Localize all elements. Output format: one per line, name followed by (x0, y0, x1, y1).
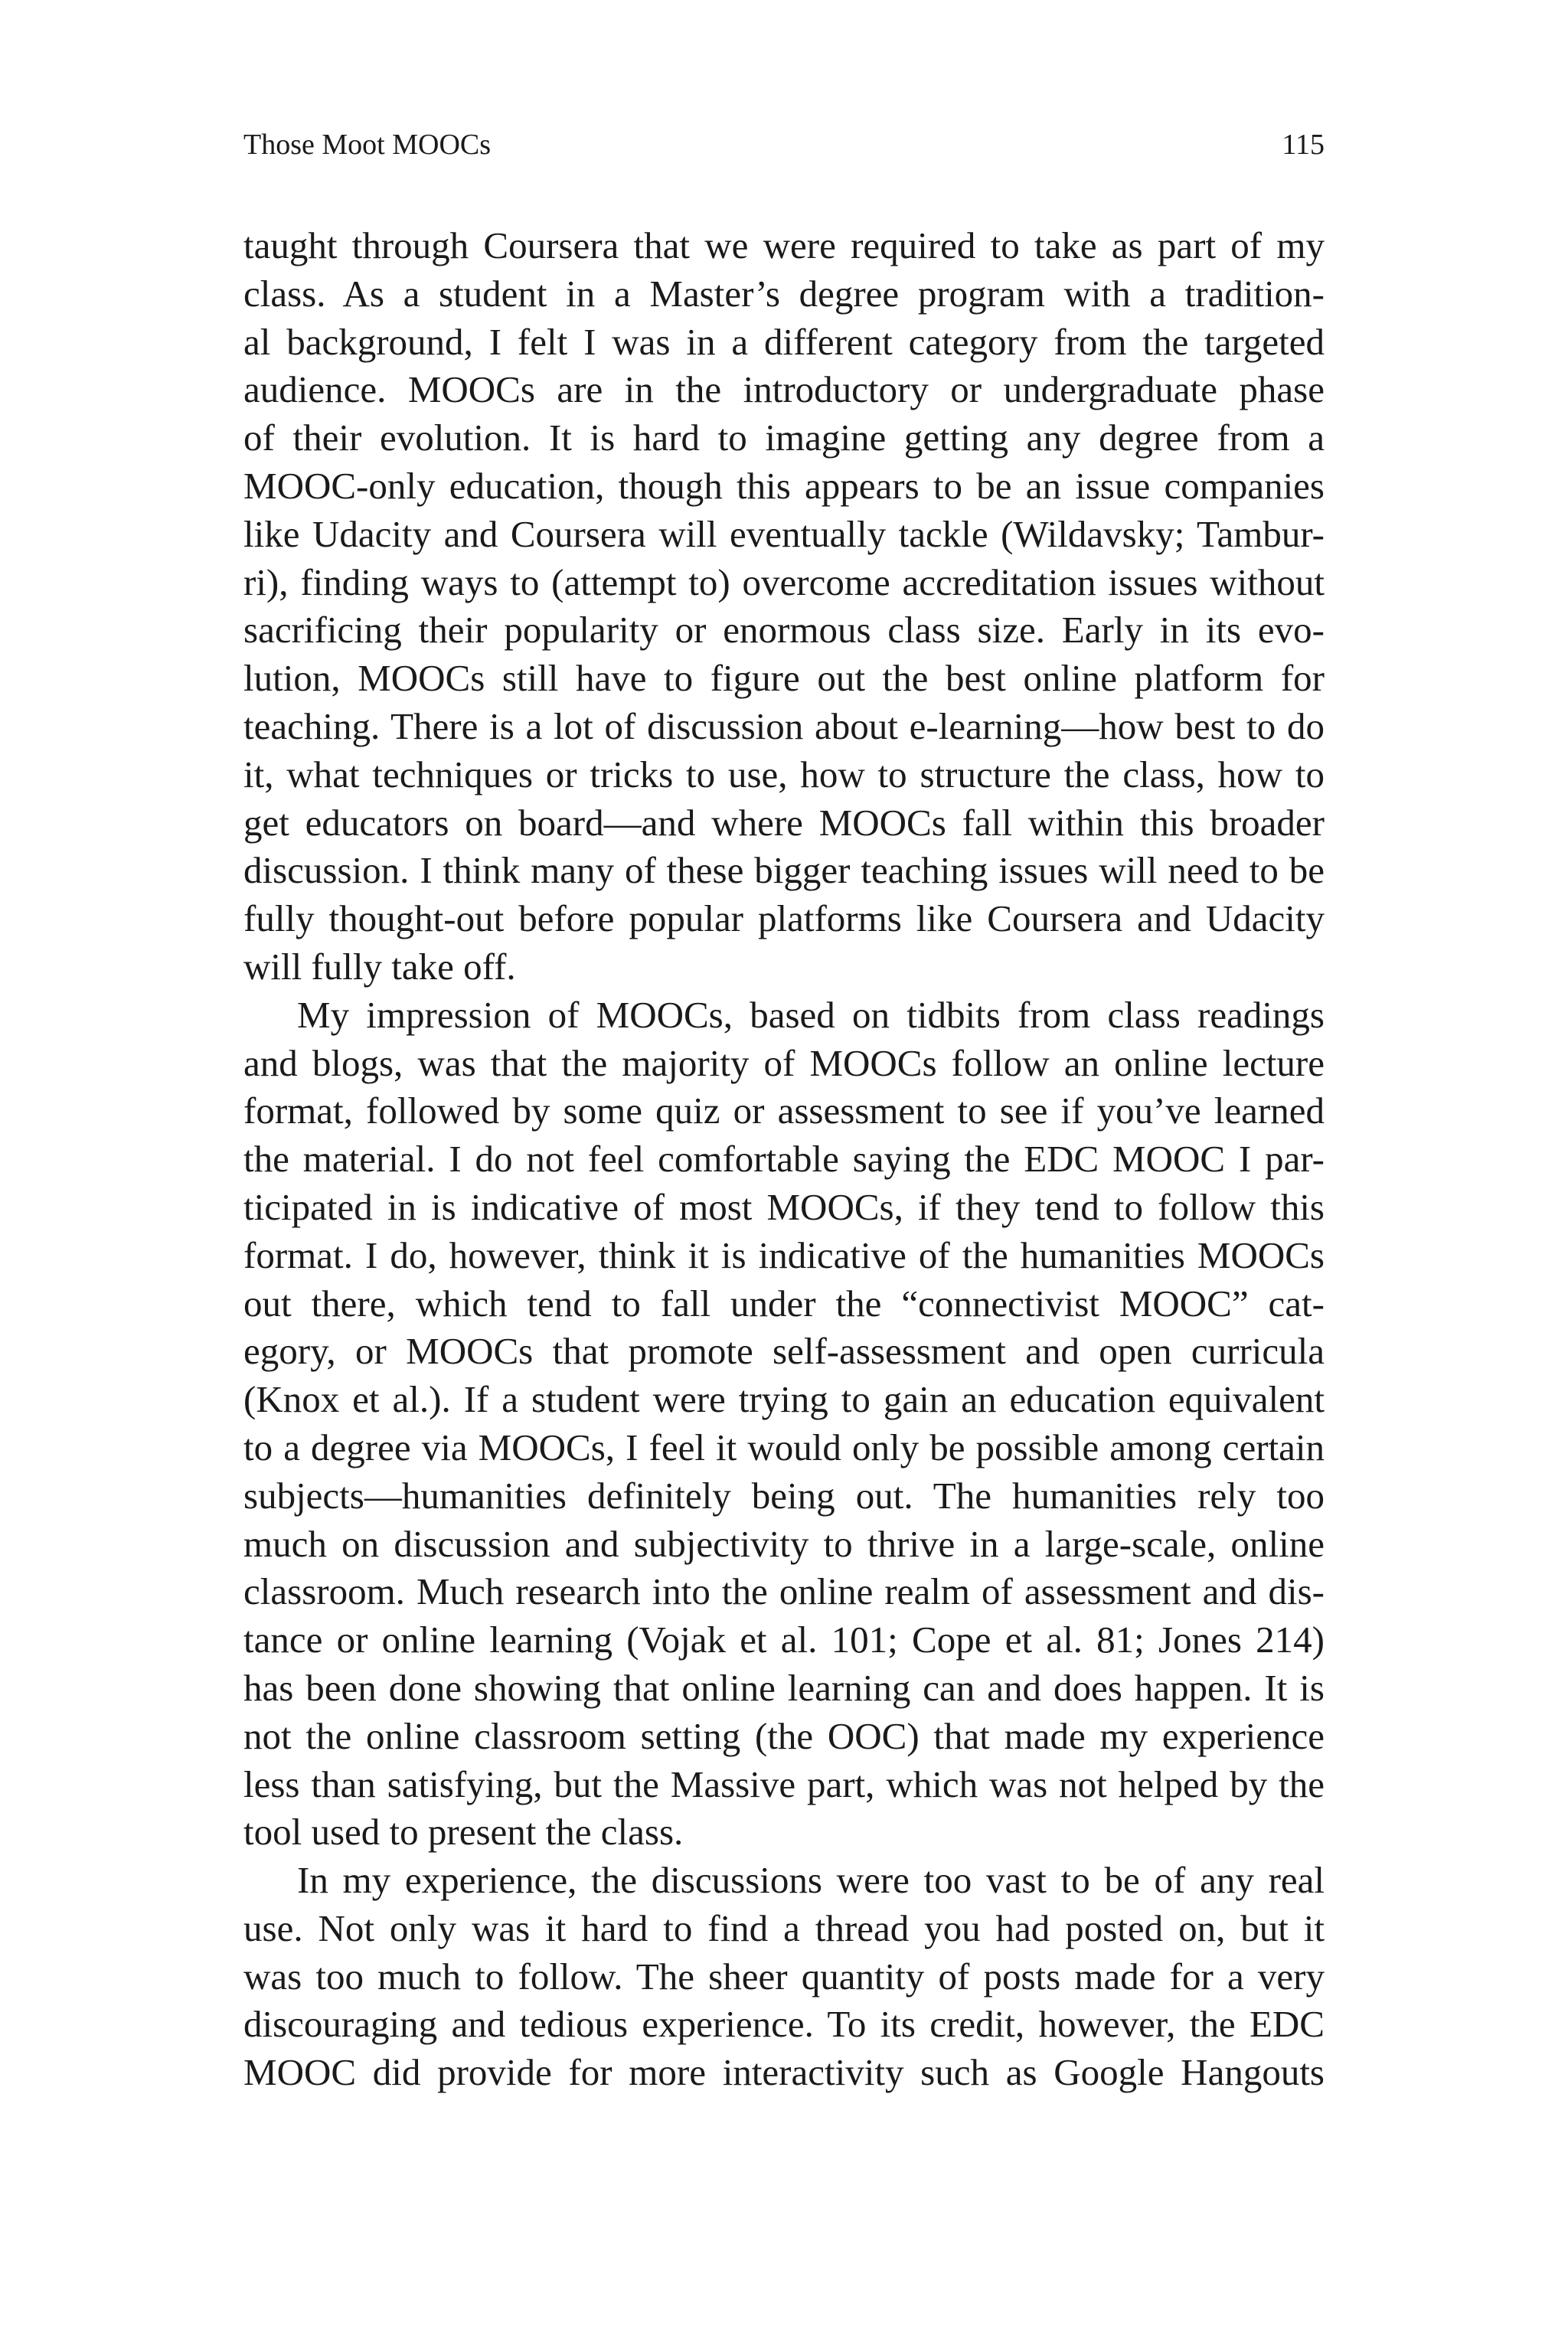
text-line: was too much to follow. The sheer quantity of posts made for a very (243, 1955, 1325, 1998)
text-line: to a degree via MOOCs, I feel it would only be possible among certain (243, 1426, 1325, 1468)
text-line: not the online classroom setting (the OOC) that made my experience (243, 1714, 1325, 1757)
paragraph (243, 1857, 1325, 2097)
text-line: sacrificing their popularity or enormous class size. Early in its evo- (243, 609, 1325, 652)
text-line: MOOC did provide for more interactivity such as Google Hangouts (243, 2051, 1325, 2094)
text-line: much on discussion and subjectivity to thrive in a large-scale, online (243, 1522, 1325, 1565)
text-line: teaching. There is a lot of discussion about e-learning—how best to do (243, 704, 1325, 747)
text-line: tool used to present the class. (243, 1811, 684, 1854)
text-line: discouraging and tedious experience. To its credit, however, the EDC (243, 2003, 1325, 2046)
text-line: format. I do, however, think it is indicative of the humanities MOOCs (243, 1233, 1325, 1276)
text-line: In my experience, the discussions were too vast to be of any real (297, 1859, 1325, 1902)
text-line: format, followed by some quiz or assessment to see if you’ve learned (243, 1089, 1325, 1132)
text-line: the material. I do not feel comfortable saying the EDC MOOC I par- (243, 1138, 1325, 1181)
text-line: less than satisfying, but the Massive part, which was not helped by the (243, 1762, 1325, 1805)
running-head-title: Those Moot MOOCs (243, 129, 492, 161)
text-line: ri), finding ways to (attempt to) overcome accreditation issues without (243, 560, 1325, 603)
paragraph (243, 991, 1325, 1857)
text-line: out there, which tend to fall under the “connectivist MOOC” cat- (243, 1282, 1325, 1325)
text-line: (Knox et al.). If a student were trying to gain an education equivalent (243, 1378, 1325, 1421)
text-line: al background, I felt I was in a different category from the targeted (243, 320, 1325, 363)
text-line: of their evolution. It is hard to imagine getting any degree from a (243, 416, 1325, 459)
text-line: classroom. Much research into the online realm of assessment and dis- (243, 1570, 1325, 1613)
text-line: My impression of MOOCs, based on tidbits from class readings (297, 993, 1325, 1036)
book-page (243, 0, 1325, 2352)
text-line: subjects—humanities definitely being out. The humanities rely too (243, 1474, 1325, 1517)
text-line: and blogs, was that the majority of MOOCs follow an online lecture (243, 1041, 1325, 1084)
text-line: use. Not only was it hard to find a thread you had posted on, but it (243, 1906, 1325, 1949)
text-line: will fully take off. (243, 945, 516, 988)
text-line: it, what techniques or tricks to use, how to structure the class, how to (243, 753, 1325, 795)
page-number: 115 (1282, 129, 1325, 161)
text-line: class. As a student in a Master’s degree program with a tradition- (243, 272, 1325, 315)
text-line: get educators on board—and where MOOCs fall within this broader (243, 801, 1325, 844)
text-line: has been done showing that online learning can and does happen. It is (243, 1666, 1325, 1709)
text-line: MOOC-only education, though this appears to be an issue companies (243, 464, 1325, 507)
text-line: audience. MOOCs are in the introductory or undergraduate phase (243, 368, 1325, 411)
text-line: discussion. I think many of these bigger teaching issues will need to be (243, 849, 1325, 892)
text-line: egory, or MOOCs that promote self-assessment and open curricula (243, 1330, 1325, 1373)
text-line: ticipated in is indicative of most MOOCs, if they tend to follow this (243, 1185, 1325, 1228)
text-line: like Udacity and Coursera will eventually tackle (Wildavsky; Tambur- (243, 512, 1325, 555)
text-line: tance or online learning (Vojak et al. 101; Cope et al. 81; Jones 214) (243, 1619, 1325, 1661)
running-head (243, 126, 1325, 164)
text-line: taught through Coursera that we were required to take as part of my (243, 224, 1325, 266)
text-line: lution, MOOCs still have to figure out the best online platform for (243, 657, 1325, 700)
paragraph (243, 222, 1325, 991)
body-text (243, 222, 1325, 2097)
text-line: fully thought-out before popular platforms like Coursera and Udacity (243, 897, 1325, 940)
